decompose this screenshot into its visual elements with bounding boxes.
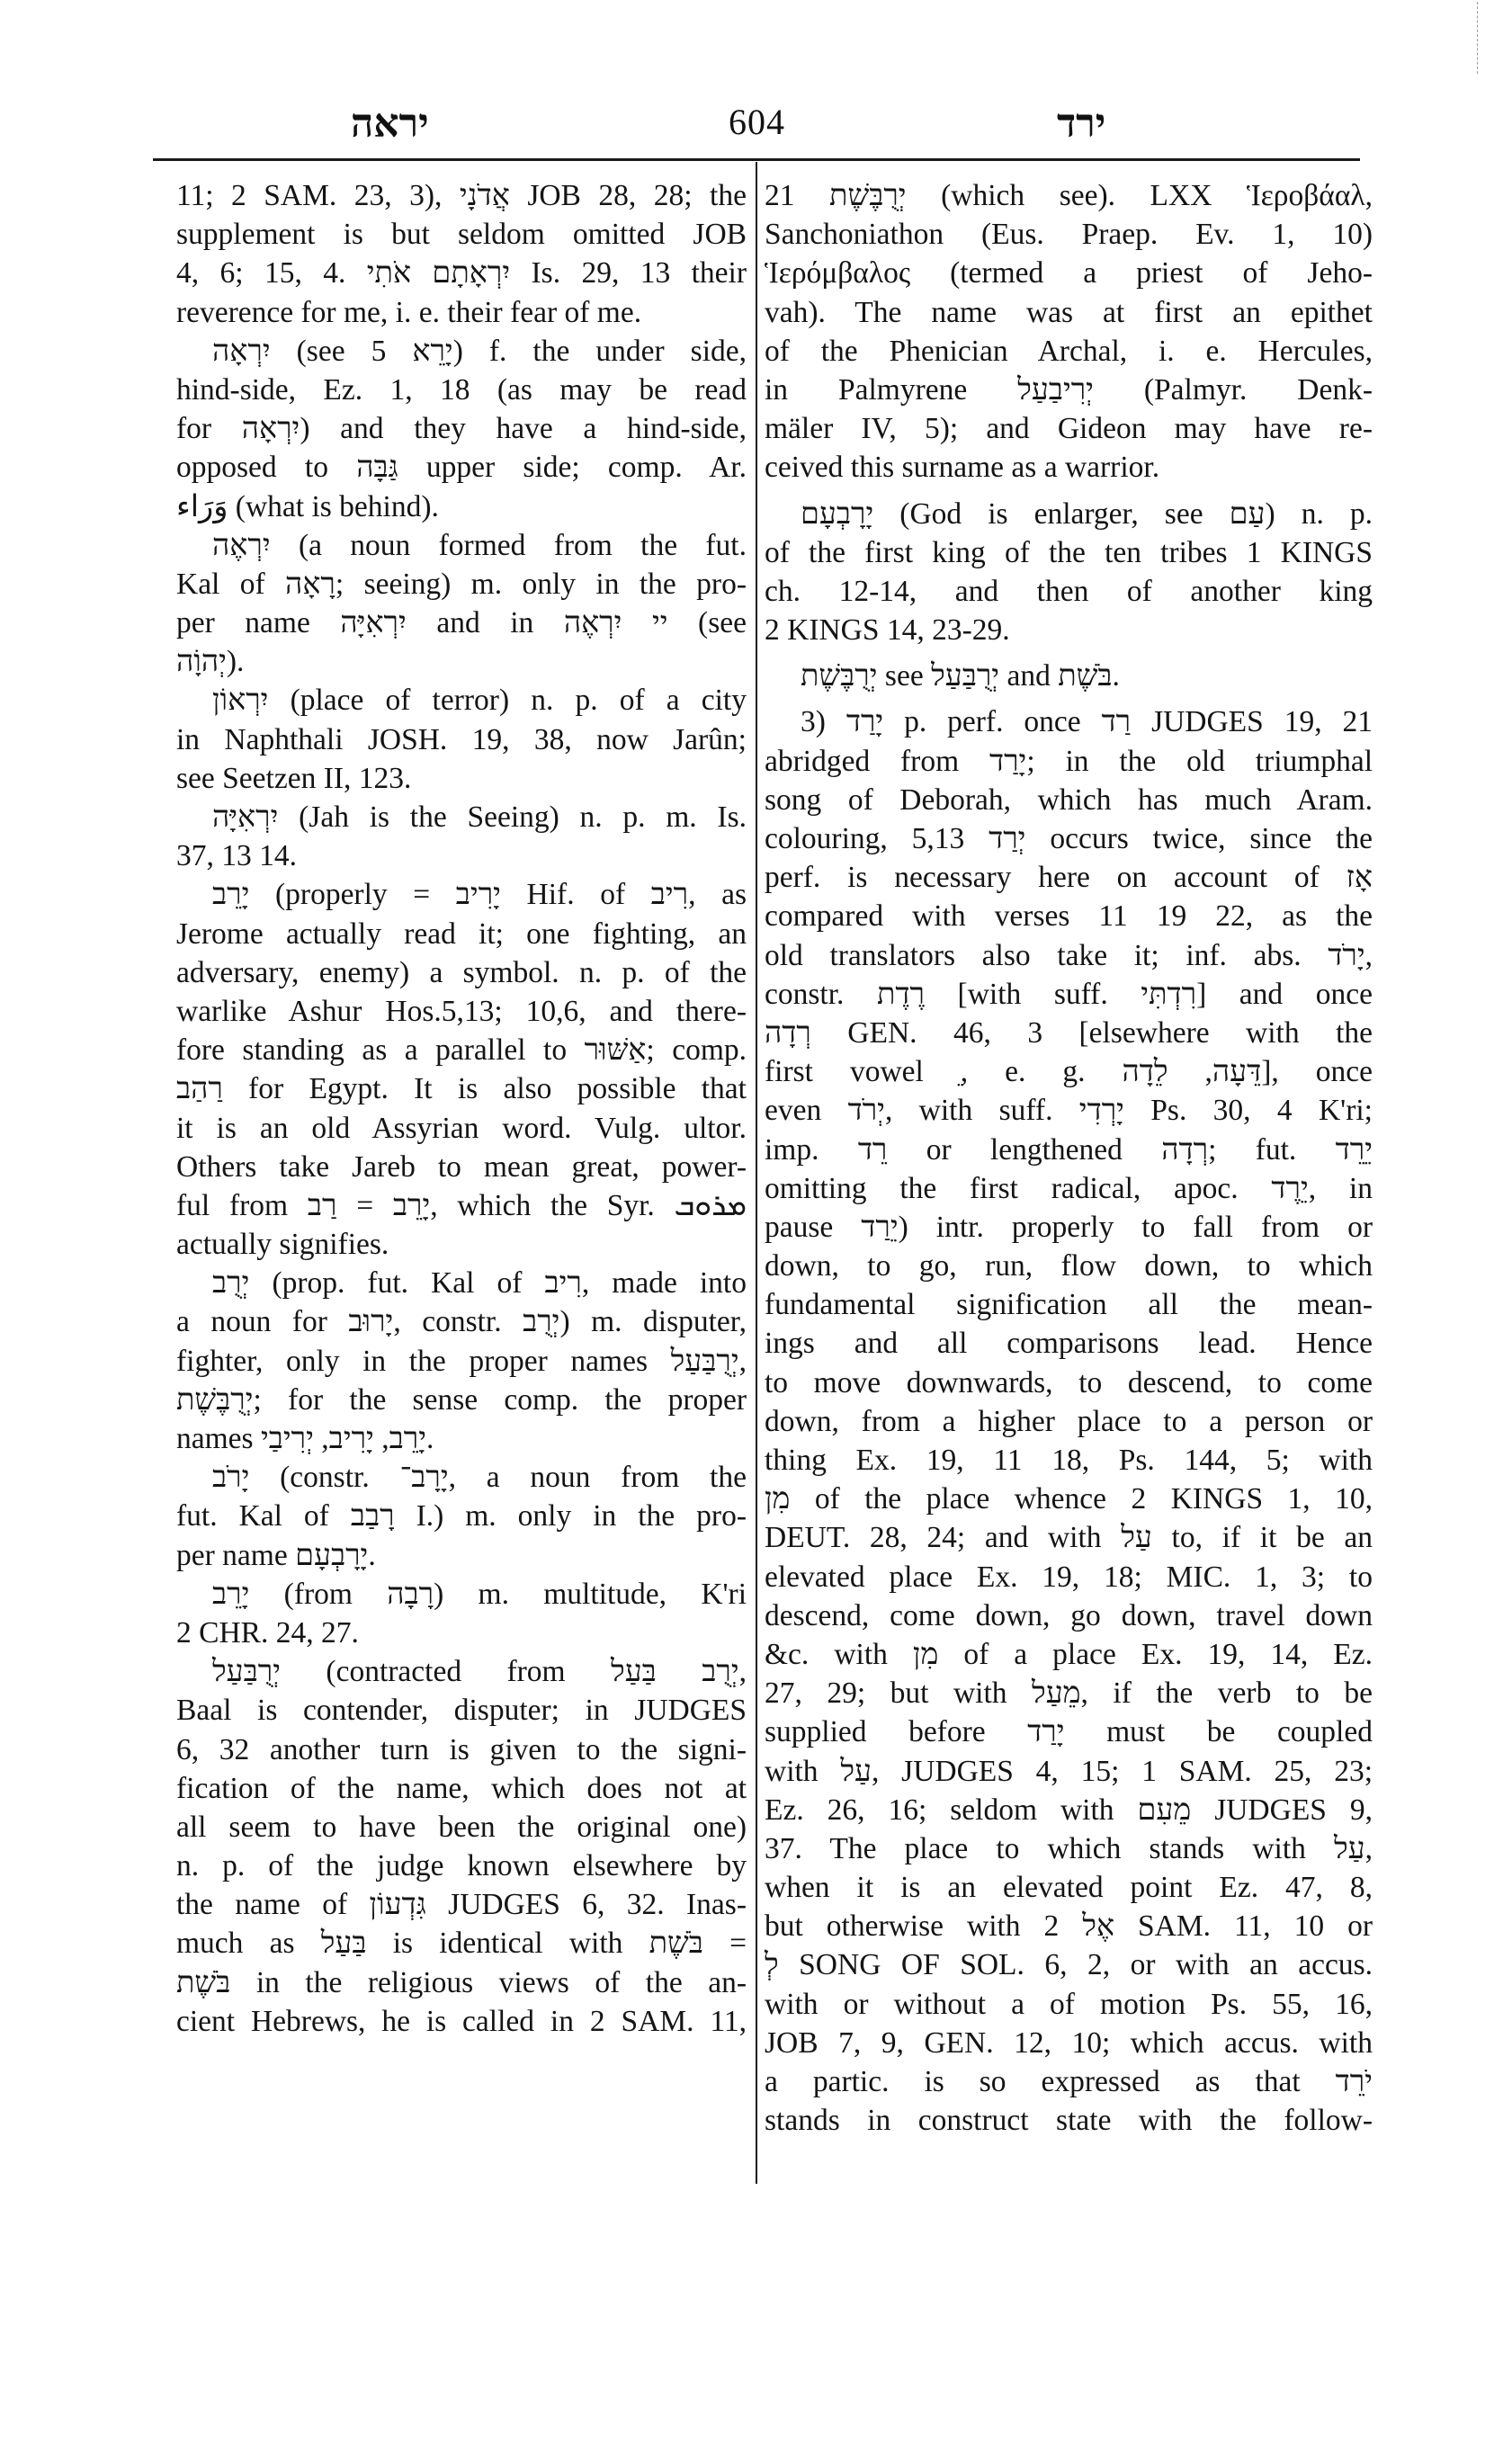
text-line: יִרְאָה (see יָרֵא 5) f. the under side, bbox=[212, 334, 747, 368]
text-line: 11; 2 SAM. 23, 3), אֲדֹנָי JOB 28, 28; the bbox=[176, 179, 747, 212]
text-line: DEUT. 28, 24; and with עַל to, if it be an bbox=[765, 1521, 1373, 1555]
text-line: omitting the first radical, apoc. יֵרֶד, in bbox=[765, 1171, 1373, 1205]
text-line: mäler IV, 5); and Gideon may have re- bbox=[765, 412, 1373, 446]
text-line: יְרֻבֶּשֶׁת; for the sense comp. the proper bbox=[176, 1382, 747, 1417]
text-line: constr. רֶדֶת [with suff. רִדְתִּי] and once bbox=[765, 977, 1373, 1011]
text-line: of the first king of the ten tribes 1 KINGS bbox=[765, 535, 1373, 569]
text-line: reverence for me, i. e. their fear of me. bbox=[176, 295, 642, 329]
text-line: opposed to גַּבָּה upper side; comp. Ar. bbox=[176, 451, 747, 485]
text-line: thing Ex. 19, 11 18, Ps. 144, 5; with bbox=[765, 1444, 1373, 1477]
text-line: יָרֹב (constr. יָרָב־, a noun from the bbox=[212, 1461, 747, 1495]
text-line: per name יִרְאִיָּה and in יי יִרְאֶה (see bbox=[176, 606, 747, 640]
text-line: to move downwards, to descend, to come bbox=[765, 1365, 1373, 1399]
text-line: hind-side, Ez. 1, 18 (as may be read bbox=[176, 372, 747, 407]
text-line: fication of the name, which does not at bbox=[176, 1771, 747, 1805]
text-line: יְהוָֹה). bbox=[176, 645, 245, 679]
text-line: 21 יְרֻבֶּשֶׁת (which see). LXX Ἱεροβάαλ, bbox=[765, 179, 1373, 212]
text-line: down, from a higher place to a person or bbox=[765, 1404, 1373, 1438]
text-line: יִרְאוֹן (place of terror) n. p. of a city bbox=[212, 684, 747, 718]
text-line: 2 CHR. 24, 27. bbox=[176, 1615, 359, 1650]
text-line: of the Phenician Archal, i. e. Hercules, bbox=[765, 334, 1373, 368]
text-line: the name of גִּדְעוֹן JUDGES 6, 32. Inas- bbox=[176, 1888, 747, 1922]
text-line: 2 KINGS 14, 23-29. bbox=[765, 613, 1010, 648]
text-line: מִן of the place whence 2 KINGS 1, 10, bbox=[765, 1482, 1373, 1516]
scan-artifact bbox=[1477, 2, 1479, 74]
text-line: per name יָרָבְעָם. bbox=[176, 1538, 376, 1572]
text-line: fundamental signification all the mean- bbox=[765, 1288, 1373, 1322]
text-line: Jerome actually read it; one fighting, an bbox=[176, 917, 747, 951]
text-line: in Palmyrene יְרִיבַעַל (Palmyr. Denk- bbox=[765, 372, 1373, 407]
page-number: 604 bbox=[729, 102, 785, 142]
text-line: but otherwise with אֶל 2 SAM. 11, 10 or bbox=[765, 1909, 1373, 1944]
text-line: perf. is necessary here on account of אָז bbox=[765, 861, 1373, 895]
text-line: 27, 29; but with מֵעַל, if the verb to be bbox=[765, 1677, 1373, 1711]
text-line: JOB 7, 9, GEN. 12, 10; which accus. with bbox=[765, 2025, 1373, 2060]
text-line: Others take Jareb to mean great, power- bbox=[176, 1149, 747, 1184]
text-line: see Seetzen II, 123. bbox=[176, 761, 412, 795]
text-line: with or without a of motion Ps. 55, 16, bbox=[765, 1987, 1373, 2021]
text-line: לְ SONG OF SOL. 6, 2, or with an accus. bbox=[765, 1948, 1373, 1982]
text-line: elevated place Ex. 19, 18; MIC. 1, 3; to bbox=[765, 1560, 1373, 1594]
text-line: 37. The place to which stands with עַל, bbox=[765, 1831, 1373, 1865]
text-line: Ἱερόμβαλος (termed a priest of Jeho- bbox=[765, 256, 1373, 291]
text-line: vah). The name was at first an epithet bbox=[765, 295, 1373, 329]
text-line: much as בַּעַל is identical with בֹּשֶׁת = bbox=[176, 1927, 747, 1961]
text-line: יְרֻב (prop. fut. Kal of רִיב, made into bbox=[212, 1266, 747, 1301]
text-line: רְדָה GEN. 46, 3 [elsewhere with the bbox=[765, 1015, 1373, 1050]
text-line: names יָרֵב, יָרִיב, יְרִיבַי. bbox=[176, 1422, 434, 1455]
text-line: ful from יָרֵב = רַב, which the Syr. ܡܪܘܒ bbox=[176, 1188, 747, 1222]
text-line: fighter, only in the proper names יְרֻבַּעַל, bbox=[176, 1344, 747, 1378]
text-line: 4, 6; 15, 4. יִרְאָתָם אֹתִי Is. 29, 13 their bbox=[176, 256, 747, 291]
text-line: down, to go, run, flow down, to which bbox=[765, 1249, 1373, 1283]
text-line: רַהַב for Egypt. It is also possible that bbox=[176, 1072, 747, 1106]
text-line: בֹּשֶׁת in the religious views of the an- bbox=[176, 1965, 747, 1999]
text-line: n. p. of the judge known elsewhere by bbox=[176, 1849, 747, 1883]
text-line: fore standing as a parallel to אַשּׁוּר; comp. bbox=[176, 1033, 747, 1068]
left-column bbox=[176, 176, 747, 2041]
text-line: actually signifies. bbox=[176, 1228, 389, 1262]
text-line: warlike Ashur Hos.5,13; 10,6, and there- bbox=[176, 994, 747, 1028]
text-line: Ez. 26, 16; seldom with מֵעִם JUDGES 9, bbox=[765, 1793, 1373, 1827]
text-line: colouring, יְרַד 5,13 occurs twice, since the bbox=[765, 822, 1373, 855]
text-line: cient Hebrews, he is called in 2 SAM. 11, bbox=[176, 2004, 747, 2038]
text-line: 6, 32 another turn is given to the signi- bbox=[176, 1732, 747, 1766]
text-line: Sanchoniathon (Eus. Praep. Ev. 1, 10) bbox=[765, 218, 1373, 252]
header-rule bbox=[153, 158, 1360, 161]
text-line: for יִרְאָה) and they have a hind-side, bbox=[176, 412, 747, 446]
text-line: יָרֵב (properly = יָרִיב Hif. of רִיב, as bbox=[212, 878, 747, 912]
text-line: old translators also take it; inf. abs. יָרֹד, bbox=[765, 938, 1373, 972]
text-line: in Naphthali JOSH. 19, 38, now Jarûn; bbox=[176, 722, 747, 756]
running-head bbox=[153, 101, 1358, 155]
text-line: adversary, enemy) a symbol. n. p. of the bbox=[176, 955, 747, 989]
text-line: יְרֻבֶּשֶׁת see יְרֻבַּעַל and בֹּשֶׁת. bbox=[801, 659, 1120, 693]
text-line: יְרֻבַּעַל (contracted from יְרֻב בַּעַל, bbox=[212, 1655, 747, 1689]
text-line: Baal is contender, disputer; in JUDGES bbox=[176, 1694, 747, 1728]
text-line: it is an old Assyrian word. Vulg. ultor. bbox=[176, 1111, 747, 1145]
right-column bbox=[765, 176, 1373, 2140]
text-line: יָרֵב (from רָבָה) m. multitude, K'ri bbox=[212, 1577, 747, 1611]
text-line: stands in construct state with the follow- bbox=[765, 2104, 1373, 2138]
column-divider bbox=[756, 162, 757, 2184]
guide-word-right: ירד bbox=[1057, 101, 1106, 147]
text-line: a noun for יָרוּב, constr. יְרֻב) m. disputer, bbox=[176, 1305, 747, 1339]
text-line: יִרְאִיָּה (Jah is the Seeing) n. p. m. Is. bbox=[212, 800, 747, 834]
text-line: pause יֵרַד) intr. properly to fall from or bbox=[765, 1210, 1373, 1244]
text-line: ceived this surname as a warrior. bbox=[765, 451, 1160, 485]
text-line: even יְרֹד, with suff. יָרְדִי Ps. 30, 4 K'ri; bbox=[765, 1094, 1373, 1128]
text-line: song of Deborah, which has much Aram. bbox=[765, 782, 1373, 817]
text-line: 37, 13 14. bbox=[176, 839, 297, 873]
text-line: יָרַד (3 p. perf. once רַד JUDGES 19, 21 bbox=[801, 705, 1373, 739]
text-line: a partic. is so expressed as that יֹרֵד bbox=[765, 2065, 1373, 2098]
text-line: abridged from יָרַד; in the old triumphal bbox=[765, 744, 1373, 778]
text-line: Kal of רָאָה; seeing) m. only in the pro- bbox=[176, 567, 747, 601]
guide-word-left: יראה bbox=[351, 101, 429, 147]
text-line: יִרְאֶה (a noun formed from the fut. bbox=[212, 528, 747, 562]
text-line: compared with verses 11 19 22, as the bbox=[765, 899, 1373, 934]
text-line: ings and all comparisons lead. Hence bbox=[765, 1327, 1373, 1361]
text-line: &c. with מִן of a place Ex. 19, 14, Ez. bbox=[765, 1637, 1373, 1671]
text-line: supplement is but seldom omitted JOB bbox=[176, 218, 747, 252]
text-line: with עַל, JUDGES 4, 15; 1 SAM. 25, 23; bbox=[765, 1754, 1373, 1788]
text-line: imp. רֵד or lengthened רְדָה; fut. יֵרֵד bbox=[765, 1132, 1373, 1167]
text-line: first vowel ֵ, e. g. דֵּעָה, לֵדָה], once bbox=[765, 1055, 1373, 1089]
text-line: descend, come down, go down, travel down bbox=[765, 1598, 1373, 1632]
text-line: supplied before יָרַד must be coupled bbox=[765, 1715, 1373, 1749]
text-line: when it is an elevated point Ez. 47, 8, bbox=[765, 1871, 1373, 1905]
text-line: יָרָבְעָם (God is enlarger, see עַם) n. p. bbox=[801, 496, 1373, 531]
text-line: وَرَاء (what is behind). bbox=[176, 489, 439, 523]
text-line: fut. Kal of רָבַב I.) m. only in the pro- bbox=[176, 1499, 747, 1533]
text-line: ch. 12-14, and then of another king bbox=[765, 574, 1373, 608]
text-line: all seem to have been the original one) bbox=[176, 1810, 747, 1844]
